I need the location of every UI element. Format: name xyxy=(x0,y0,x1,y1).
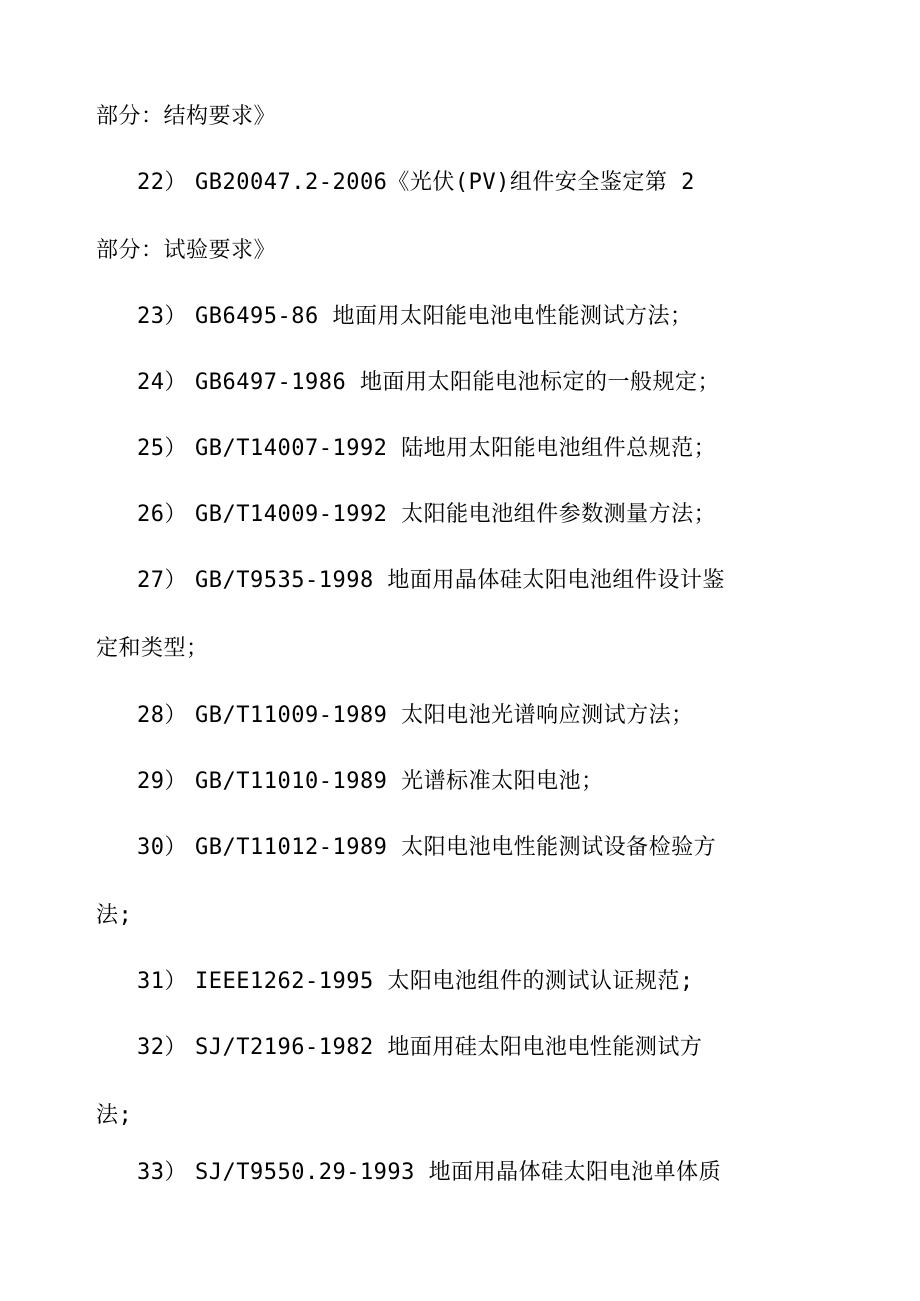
line-text: 部分：结构要求》 xyxy=(96,104,277,129)
list-item xyxy=(137,1033,702,1063)
list-item xyxy=(137,500,716,530)
item-text: GB/T11009-1989 太阳电池光谱响应测试方法； xyxy=(195,703,694,728)
continuation-line xyxy=(96,901,132,931)
item-text: GB/T14009-1992 太阳能电池组件参数测量方法； xyxy=(195,502,717,527)
item-number: 22） xyxy=(137,170,187,195)
item-number: 30） xyxy=(137,835,187,860)
item-number: 32） xyxy=(137,1035,187,1060)
list-item xyxy=(137,368,720,398)
item-number: 31） xyxy=(137,969,187,994)
continuation-line xyxy=(96,1101,132,1131)
item-number: 27） xyxy=(137,568,187,593)
item-text: IEEE1262-1995 太阳电池组件的测试认证规范; xyxy=(195,969,694,994)
item-number: 26） xyxy=(137,502,187,527)
continuation-line xyxy=(96,102,276,132)
item-text: GB20047.2-2006《光伏(PV)组件安全鉴定第 2 xyxy=(195,170,695,195)
item-number: 29） xyxy=(137,769,187,794)
line-text: 法; xyxy=(96,1103,133,1128)
item-number: 24） xyxy=(137,370,187,395)
item-text: SJ/T2196-1982 地面用硅太阳电池电性能测试方 xyxy=(195,1035,703,1060)
list-item xyxy=(137,434,716,464)
item-number: 25） xyxy=(137,436,187,461)
item-text: GB/T11012-1989 太阳电池电性能测试设备检验方 xyxy=(195,835,717,860)
continuation-line xyxy=(96,236,276,266)
line-text: 部分：试验要求》 xyxy=(96,238,277,263)
list-item xyxy=(137,168,695,198)
list-item xyxy=(137,967,694,997)
item-text: GB/T9535-1998 地面用晶体硅太阳电池组件设计鉴 xyxy=(195,568,725,593)
list-item xyxy=(137,302,692,332)
list-item xyxy=(137,701,694,731)
continuation-line xyxy=(96,634,209,664)
list-item xyxy=(137,767,604,797)
item-text: GB/T11010-1989 光谱标准太阳电池； xyxy=(195,769,604,794)
item-text: GB/T14007-1992 陆地用太阳能电池组件总规范； xyxy=(195,436,717,461)
item-number: 23） xyxy=(137,304,187,329)
item-number: 33） xyxy=(137,1160,187,1185)
list-item xyxy=(137,833,716,863)
line-text: 法; xyxy=(96,903,133,928)
list-item xyxy=(137,1158,721,1188)
line-text: 定和类型； xyxy=(96,636,209,661)
item-text: SJ/T9550.29-1993 地面用晶体硅太阳电池单体质 xyxy=(195,1160,722,1185)
item-text: GB6497-1986 地面用太阳能电池标定的一般规定； xyxy=(195,370,720,395)
item-number: 28） xyxy=(137,703,187,728)
list-item xyxy=(137,566,725,596)
item-text: GB6495-86 地面用太阳能电池电性能测试方法； xyxy=(195,304,693,329)
